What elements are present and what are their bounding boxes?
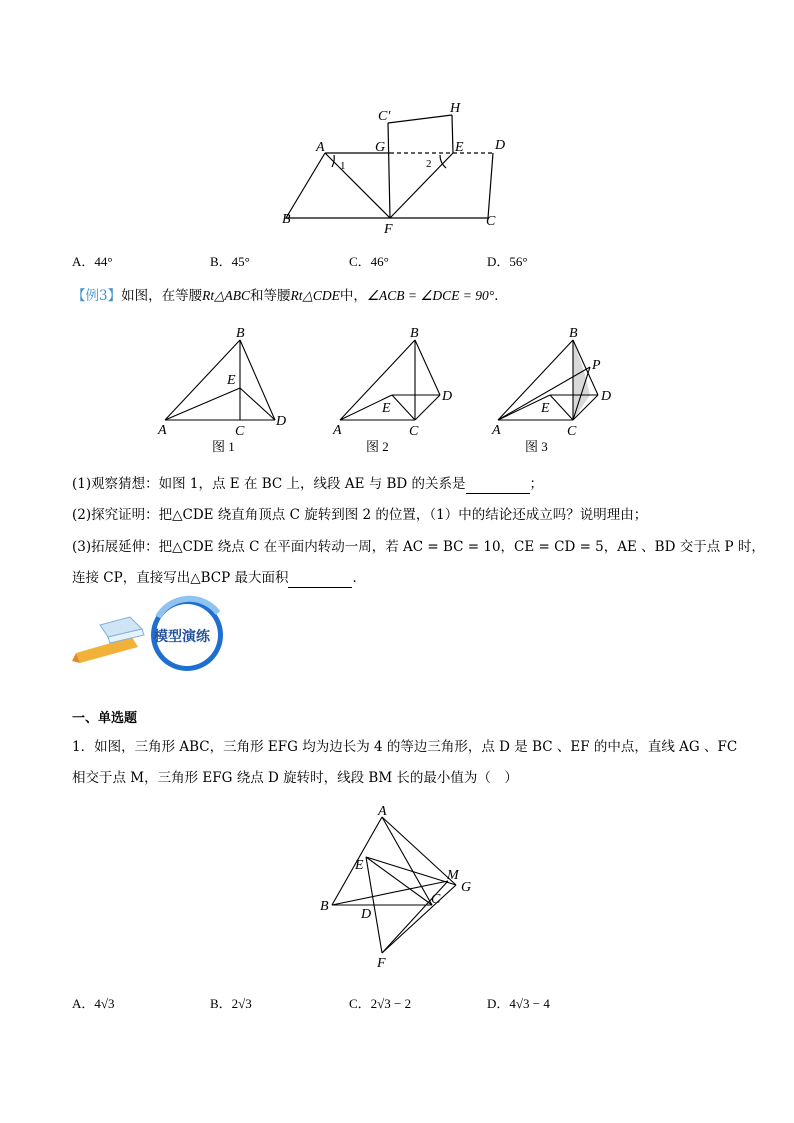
fig3-label-b: B <box>569 326 578 341</box>
fig-top-label-d: D <box>495 138 506 153</box>
fig-top-label-e: E <box>455 140 464 155</box>
top-figure <box>270 95 510 235</box>
fig-top-angle-1: 1 <box>340 160 346 172</box>
q1-fig-label-d: D <box>361 907 372 922</box>
fig1-label-a: A <box>158 423 167 438</box>
example-tag: 【例3】 <box>72 288 122 304</box>
fig-top-label-c: C <box>486 214 496 229</box>
fig2-label-b: B <box>410 326 419 341</box>
fig2-label-c: C <box>409 424 419 439</box>
model-practice-badge <box>72 595 242 675</box>
fig3-label-e: E <box>541 401 550 416</box>
q1-fig-label-c: C <box>431 892 441 907</box>
example3-part2: (2)探究证明：把△CDE 绕直角顶点 C 旋转到图 2 的位置，（1）中的结论还成立吗？说明理由； <box>72 507 648 523</box>
fig3-label-p: P <box>592 358 601 373</box>
example3-statement: 【例3】如图，在等腰Rt△ABC和等腰Rt△CDE中，∠ACB = ∠DCE = 90°． <box>72 288 508 304</box>
example3-figure-1 <box>155 325 295 460</box>
q1-option-d[interactable]: D．4√3 − 4 <box>487 996 550 1011</box>
example3-part3-line1: (3)拓展延伸：把△CDE 绕点 C 在平面内转动一周，若 AC = BC = 10，CE = CD = 5，AE 、BD 交于点 P 时， <box>72 539 765 555</box>
q1-line2: 相交于点 M，三角形 EFG 绕点 D 旋转时，线段 BM 长的最小值为（ ） <box>72 770 518 786</box>
example3-figure-2 <box>330 325 470 460</box>
fig-top-label-f: F <box>384 222 393 235</box>
fig-top-label-g: G <box>375 140 386 155</box>
q1-fig-label-g: G <box>461 880 472 895</box>
fig3-label-c: C <box>567 424 577 439</box>
fig1-label-c: C <box>235 424 245 439</box>
q1-fig-label-m: M <box>447 868 459 883</box>
q1-figure <box>310 805 480 975</box>
fig1-label-d: D <box>276 414 287 429</box>
section-title: 一、单选题 <box>72 711 138 726</box>
fig2-label-d: D <box>442 389 453 404</box>
answer-blank-1[interactable] <box>466 475 530 494</box>
fig2-label-a: A <box>333 423 342 438</box>
option-c[interactable]: C．46° <box>349 254 389 269</box>
q1-fig-label-f: F <box>377 956 386 971</box>
q1-fig-label-a: A <box>378 805 387 819</box>
fig-top-label-h: H <box>450 101 461 116</box>
example3-part1: (1)观察猜想：如图 1，点 E 在 BC 上，线段 AE 与 BD 的关系是 ； <box>72 476 544 492</box>
fig-top-label-a: A <box>316 140 325 155</box>
q1-option-a[interactable]: A．4√3 <box>72 996 115 1011</box>
example3-figure-3 <box>488 325 628 460</box>
fig3-caption: 图 3 <box>525 439 548 454</box>
q1-fig-label-b: B <box>320 899 329 914</box>
fig-top-angle-2: 2 <box>426 158 432 170</box>
answer-blank-2[interactable] <box>288 569 352 588</box>
fig3-label-d: D <box>601 389 612 404</box>
example3-part3-line2: 连接 CP，直接写出△BCP 最大面积 ． <box>72 570 366 586</box>
badge-label: 模型演练 <box>154 629 210 645</box>
fig2-caption: 图 2 <box>366 439 389 454</box>
option-d[interactable]: D．56° <box>487 254 528 269</box>
option-b[interactable]: B．45° <box>210 254 250 269</box>
fig3-label-a: A <box>492 423 501 438</box>
q1-option-c[interactable]: C．2√3 − 2 <box>349 996 412 1011</box>
fig1-label-b: B <box>236 326 245 341</box>
q1-option-b[interactable]: B．2√3 <box>210 996 252 1011</box>
fig-top-label-c1: C′ <box>378 109 391 124</box>
fig1-caption: 图 1 <box>212 439 235 454</box>
fig-top-label-b: B <box>282 212 291 227</box>
option-a[interactable]: A．44° <box>72 254 113 269</box>
q1-fig-label-e: E <box>355 858 364 873</box>
q1-line1: 1．如图，三角形 ABC，三角形 EFG 均为边长为 4 的等边三角形，点 D 是 BC 、EF 的中点，直线 AG 、FC <box>72 739 738 755</box>
fig1-label-e: E <box>227 373 236 388</box>
fig2-label-e: E <box>382 401 391 416</box>
